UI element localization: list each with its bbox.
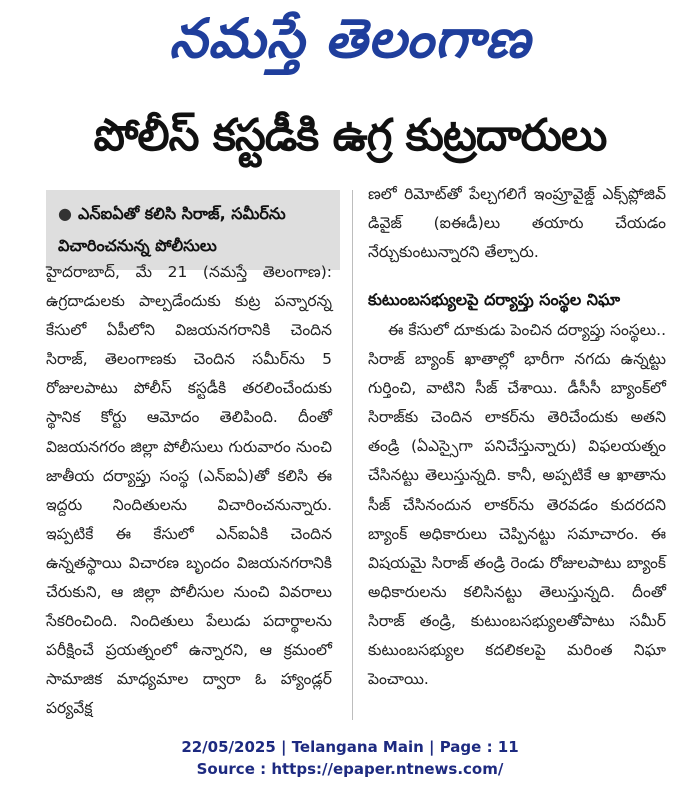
footer-date-page: 22/05/2025 | Telangana Main | Page : 11: [181, 738, 519, 756]
article-subhead-container: [58, 198, 340, 262]
right-column-top: [368, 180, 666, 267]
footer-source: Source : https://epaper.ntnews.com/: [196, 760, 504, 778]
masthead: [0, 4, 700, 74]
right-column: [368, 316, 666, 694]
footer: [0, 736, 700, 780]
left-column-body: హైదరాబాద్, మే 21 (నమస్తే తెలంగాణ): ఉగ్రదాడులకు పాల్పడేందుకు కుట్ర పన్నారన్న కేసులో ఏపీలోని విజయనగరానికి చెందిన సిరాజ్, తెలంగాణకు చెందిన సమీర్‌ను 5 రోజులపాటు పోలీస్ కస్టడీకి తరలించేందుకు స్థానిక కోర్టు ఆమోదం తెలిపింది. దీంతో విజయనగరం జిల్లా పోలీసులు గురువారం నుంచి జాతీయ దర్యాప్తు సంస్థ (ఎన్ఐఏ)తో కలిసి ఈ ఇద్దరు నిందితులను విచారించనున్నారు. ఇప్పటికే ఈ కేసులో ఎన్ఐఏకి చెందిన ఉన్నతస్థాయి విచారణ బృందం విజయనగరానికి చేరుకుని, ఆ జిల్లా పోలీసుల నుంచి వివరాలు సేకరించింది. నిందితులు పేలుడు పదార్థాలను పరీక్షించే ప్రయత్నంలో ఉన్నారని, ఆ క్రమంలో సామాజిక మాధ్యమాల ద్వారా ఓ హ్యాండ్లర్ పర్యవేక్ష: [46, 263, 332, 718]
newspaper-title: నమస్తే తెలంగాణ: [169, 7, 531, 70]
right-column-body-top: ణలో రిమోట్‌తో పేల్చగలిగే ఇంప్రూవైజ్డ్ ఎక్స్‌ప్లోజివ్ డివైజ్ (ఐఈడీ)లు తయారు చేయడం నేర్చుకుంటున్నారని తేల్చారు.: [368, 185, 666, 262]
article-subhead: ఎన్ఐఏతో కలిసి సిరాజ్, సమీర్‌ను విచారించనున్న పోలీసులు: [58, 204, 286, 255]
bullet-icon: ●: [58, 204, 72, 223]
right-column-body: ఈ కేసులో దూకుడు పెంచిన దర్యాప్తు సంస్థలు.. సిరాజ్ బ్యాంక్ ఖాతాల్లో భారీగా నగదు ఉన్నట్టు గుర్తించి, వాటిని సీజ్ చేశాయి. డీసీసీ బ్యాంక్‌లో సిరాజ్‌కు చెందిన లాకర్‌ను తెరిచేందుకు అతని తండ్రి (ఏఎస్సైగా పనిచేస్తున్నారు) విఫలయత్నం చేసినట్టు తెలుస్తున్నది. కానీ, అప్పటికే ఆ ఖాతాను సీజ్ చేసినందున లాకర్‌ను తెరవడం కుదరదని బ్యాంక్ అధికారులు చెప్పినట్టు సమాచారం. ఈ విషయమై సిరాజ్ తండ్రి రెండు రోజులపాటు బ్యాంక్ అధికారులను కలిసినట్టు తెలుస్తున్నది. దీంతో సిరాజ్ తండ్రి, కుటుంబసభ్యులతోపాటు సమీర్ కుటుంబసభ్యుల కదలికలపై మరింత నిఘా పెంచాయి.: [368, 321, 666, 689]
article-headline: పోలీస్ కస్టడీకి ఉగ్ర కుట్రదారులు: [93, 110, 607, 161]
left-column: [46, 258, 332, 724]
column-divider: [352, 190, 353, 720]
right-subhead: కుటుంబసభ్యులపై దర్యాప్తు సంస్థల నిఘా: [368, 290, 621, 309]
